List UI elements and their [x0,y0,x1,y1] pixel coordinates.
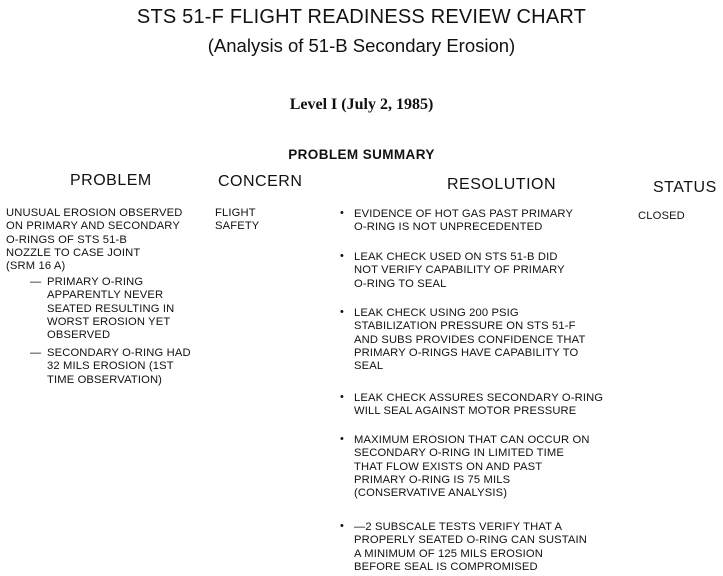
column-header-resolution: RESOLUTION [447,176,557,193]
resolution-item [340,207,574,248]
resolution-item [340,250,565,291]
resolution-text: EVIDENCE OF HOT GAS PAST PRIMARY O-RING IS NOT UNPRECEDENTED [354,208,574,234]
resolution-text: MAXIMUM EROSION THAT CAN OCCUR ON SECONDARY O-RING IN LIMITED TIME THAT FLOW EXISTS ON AND PAST PRIMARY O-RING IS 75 MILS (CONSERVATIVE ANALYSIS) [354,434,590,500]
column-header-problem: PROBLEM [70,172,152,189]
concern-text: FLIGHT SAFETY [215,207,260,233]
bullet-marker: • [340,391,345,403]
resolution-text: LEAK CHECK USED ON STS 51-B DID NOT VERIFY CAPABILITY OF PRIMARY O-RING TO SEAL [354,251,565,290]
chart-subtitle: (Analysis of 51-B Secondary Erosion) [207,35,516,56]
problem-sub-text: PRIMARY O-RING APPARENTLY NEVER SEATED RESULTING IN WORST EROSION YET OBSERVED [47,276,175,342]
bullet-marker: • [340,250,345,262]
resolution-item [340,391,604,432]
problem-description: UNUSUAL EROSION OBSERVED ON PRIMARY AND SECONDARY O-RINGS OF STS 51-B NOZZLE TO CASE JOINT (SRM 16 A) [6,207,183,273]
problem-sub-text: SECONDARY O-RING HAD 32 MILS EROSION (1ST TIME OBSERVATION) [47,347,191,386]
resolution-text: —2 SUBSCALE TESTS VERIFY THAT A PROPERLY SEATED O-RING CAN SUSTAIN A MINIMUM OF 125 MILS EROSION BEFORE SEAL IS COMPROMISED [354,521,588,573]
bullet-marker: • [340,306,345,318]
dash-marker: — [30,347,42,359]
problem-sub-item [30,276,175,342]
resolution-item [340,306,586,373]
resolution-item [340,433,590,500]
column-header-concern: CONCERN [218,173,303,190]
resolution-text: LEAK CHECK USING 200 PSIG STABILIZATION PRESSURE ON STS 51-F AND SUBS PROVIDES CONFIDENCE THAT PRIMARY O-RINGS HAVE CAPABILITY TO SEAL [354,307,586,373]
bullet-marker: • [340,433,345,445]
column-header-status: STATUS [653,179,717,196]
bullet-marker: • [340,207,345,219]
resolution-text: LEAK CHECK ASSURES SECONDARY O-RING WILL SEAL AGAINST MOTOR PRESSURE [354,392,604,418]
chart-title: STS 51-F FLIGHT READINESS REVIEW CHART [136,6,587,28]
status-text: CLOSED [638,210,685,222]
resolution-item [340,520,588,573]
level-date: Level I (July 2, 1985) [289,96,434,113]
dash-marker: — [30,276,42,288]
section-title: PROBLEM SUMMARY [288,147,435,162]
bullet-marker: • [340,520,345,532]
problem-sub-item [30,347,191,387]
